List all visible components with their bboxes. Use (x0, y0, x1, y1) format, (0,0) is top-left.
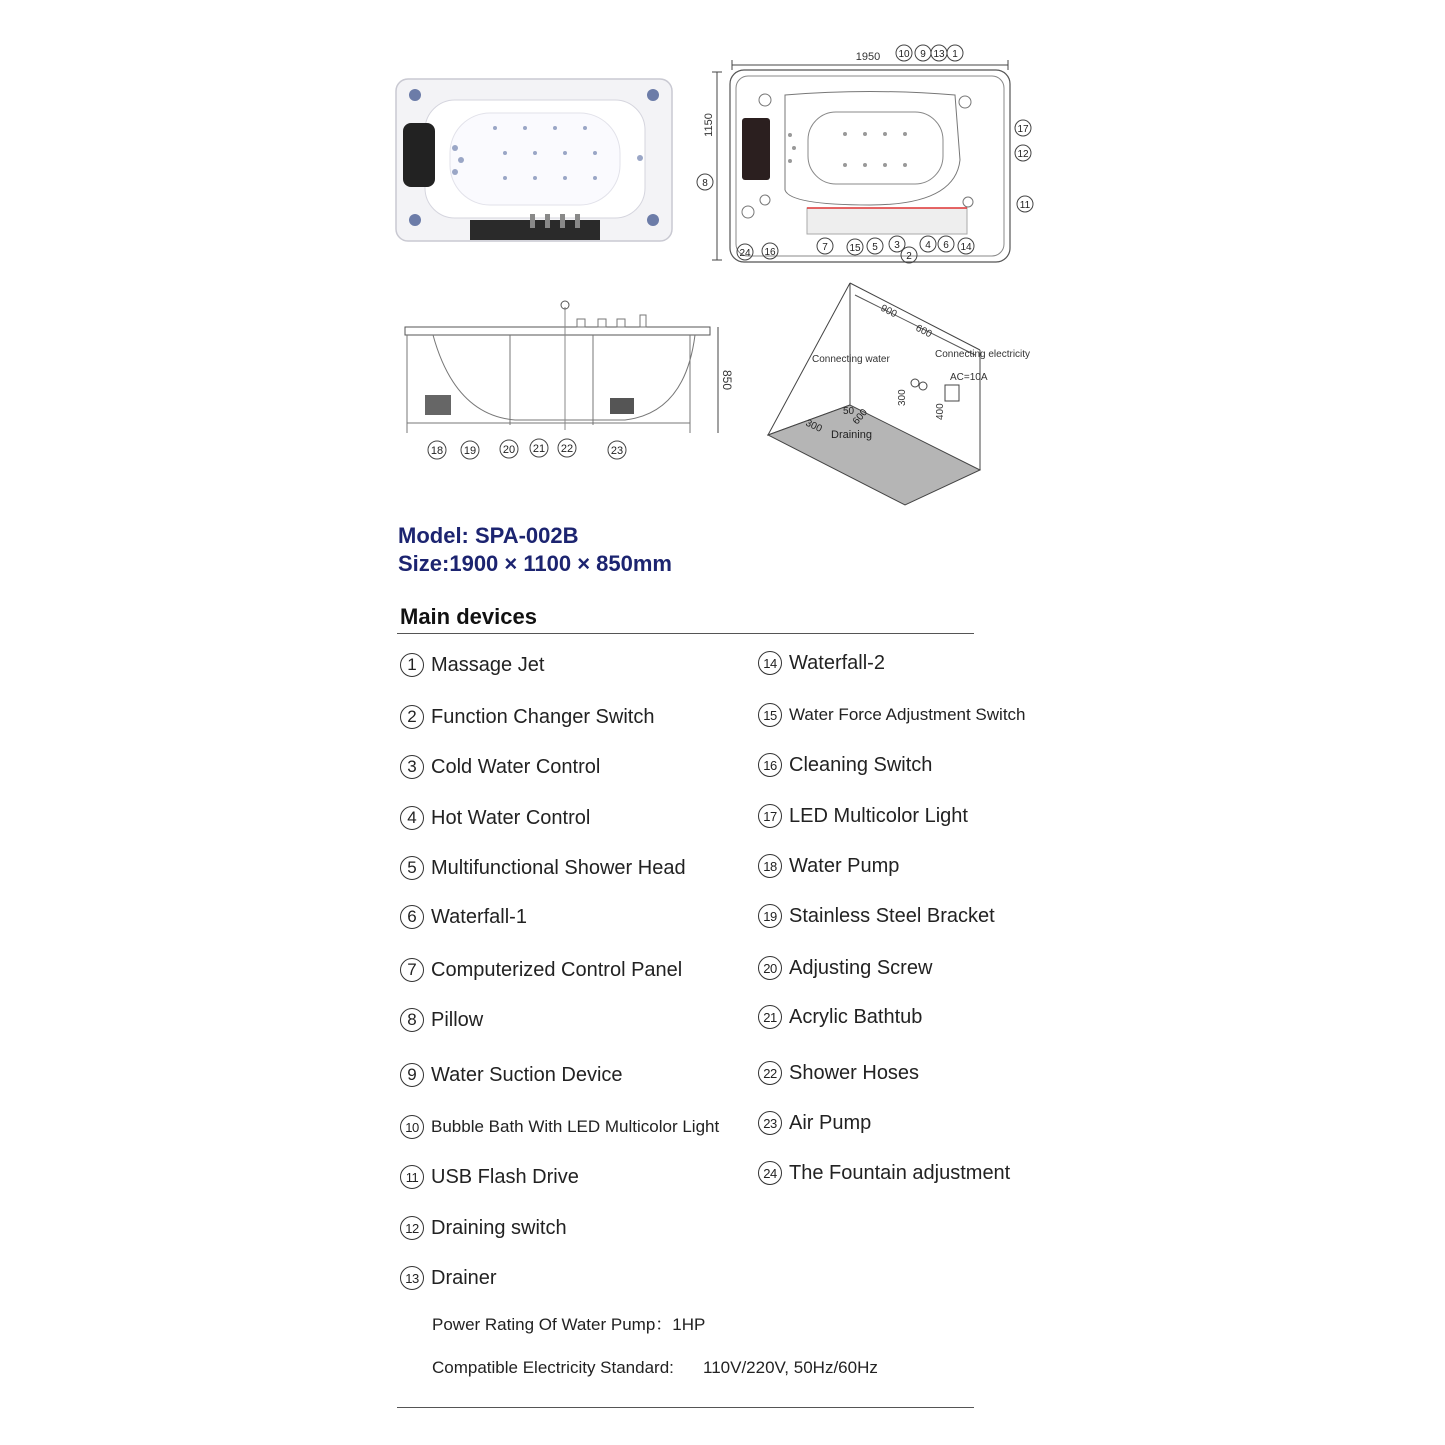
svg-text:20: 20 (502, 444, 516, 456)
power-rating: Power Rating Of Water Pump：1HP (432, 1315, 706, 1334)
svg-text:3: 3 (894, 240, 900, 251)
svg-text:2: 2 (906, 251, 912, 262)
svg-text:12: 12 (1017, 149, 1029, 160)
list-item: 3 Cold Water Control (400, 752, 600, 782)
svg-text:22: 22 (560, 443, 574, 455)
svg-text:AC=10A: AC=10A (950, 372, 988, 383)
svg-text:8: 8 (702, 178, 708, 189)
svg-text:15: 15 (849, 243, 861, 254)
list-item: 12 Draining switch (400, 1213, 567, 1243)
list-item: 19 Stainless Steel Bracket (758, 901, 995, 931)
divider (397, 633, 974, 634)
top-view-diagram (690, 40, 1060, 270)
list-item: 6 Waterfall-1 (400, 902, 527, 932)
list-item: 20 Adjusting Screw (758, 953, 932, 983)
model-heading: Model: SPA-002B (398, 523, 579, 548)
svg-text:10: 10 (898, 49, 910, 60)
svg-text:18: 18 (430, 445, 444, 457)
svg-text:Connecting electricity: Connecting electricity (935, 349, 1031, 360)
electricity-standard-value: 110V/220V, 50Hz/60Hz (703, 1358, 878, 1377)
svg-text:600: 600 (913, 322, 934, 341)
svg-text:300: 300 (897, 389, 908, 406)
svg-text:9: 9 (920, 49, 926, 60)
svg-text:14: 14 (960, 242, 972, 253)
list-item: 8 Pillow (400, 1005, 483, 1035)
list-item: 13 Drainer (400, 1263, 497, 1293)
list-item: 17 LED Multicolor Light (758, 801, 968, 831)
electricity-standard-label: Compatible Electricity Standard: (432, 1358, 674, 1377)
svg-text:1: 1 (952, 49, 958, 60)
installation-diagram (765, 280, 1055, 510)
section-title: Main devices (400, 604, 537, 629)
svg-text:6: 6 (943, 240, 949, 251)
size-heading: Size:1900 × 1100 × 850mm (398, 551, 672, 576)
height-dimension: 850 (720, 369, 734, 391)
list-item: 10 Bubble Bath With LED Multicolor Light (400, 1112, 719, 1142)
svg-text:600: 600 (850, 407, 871, 427)
bathtub-photo (395, 78, 675, 243)
list-item: 4 Hot Water Control (400, 803, 590, 833)
depth-dimension: 1150 (703, 113, 715, 137)
list-item: 5 Multifunctional Shower Head (400, 853, 686, 883)
svg-text:Connecting water: Connecting water (812, 354, 890, 365)
list-item: 18 Water Pump (758, 851, 899, 881)
svg-text:17: 17 (1017, 124, 1029, 135)
svg-text:24: 24 (739, 248, 751, 259)
svg-text:300: 300 (803, 417, 824, 435)
svg-text:13: 13 (933, 49, 945, 60)
list-item: 1 Massage Jet (400, 650, 544, 680)
svg-text:16: 16 (764, 247, 776, 258)
list-item: 9 Water Suction Device (400, 1060, 623, 1090)
svg-text:900: 900 (878, 302, 899, 321)
list-item: 15 Water Force Adjustment Switch (758, 700, 1026, 730)
svg-text:50: 50 (843, 406, 855, 417)
svg-text:23: 23 (610, 445, 624, 457)
list-item: 23 Air Pump (758, 1108, 871, 1138)
svg-text:19: 19 (463, 445, 477, 457)
list-item: 11 USB Flash Drive (400, 1162, 579, 1192)
svg-text:400: 400 (935, 403, 946, 420)
list-item: 24 The Fountain adjustment (758, 1158, 1010, 1188)
svg-text:Draining: Draining (831, 429, 872, 441)
width-dimension: 1950 (855, 51, 881, 63)
list-item: 16 Cleaning Switch (758, 750, 932, 780)
svg-text:11: 11 (1019, 200, 1031, 211)
list-item: 22 Shower Hoses (758, 1058, 919, 1088)
list-item: 14 Waterfall-2 (758, 648, 885, 678)
svg-text:4: 4 (925, 240, 931, 251)
svg-text:5: 5 (872, 242, 878, 253)
bottom-divider (397, 1407, 974, 1408)
list-item: 7 Computerized Control Panel (400, 955, 682, 985)
list-item: 2 Function Changer Switch (400, 702, 654, 732)
svg-text:7: 7 (822, 242, 828, 253)
list-item: 21 Acrylic Bathtub (758, 1002, 922, 1032)
svg-text:21: 21 (532, 443, 546, 455)
side-view-diagram (395, 295, 750, 470)
